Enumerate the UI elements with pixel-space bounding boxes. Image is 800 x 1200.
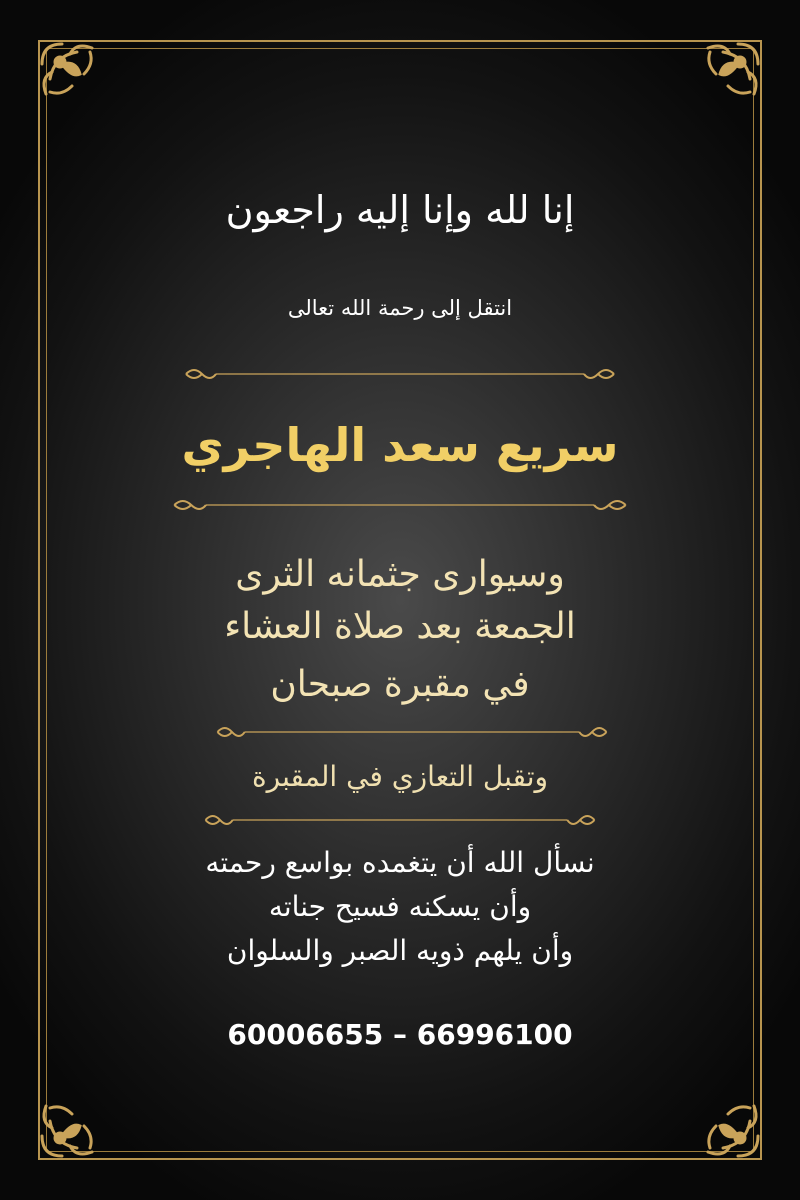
ornamental-divider-icon xyxy=(168,493,632,517)
burial-line: الجمعة بعد صلاة العشاء xyxy=(224,606,576,647)
condolences-note: وتقبل التعازي في المقبرة xyxy=(251,760,549,793)
quran-verse-header: إنا لله وإنا إليه راجعون xyxy=(225,188,575,232)
passed-away-subheader: انتقل إلى رحمة الله تعالى xyxy=(287,296,513,320)
burial-line: وسيوارى جثمانه الثرى xyxy=(235,554,565,595)
prayer-line: نسأل الله أن يتغمده بواسع رحمته xyxy=(205,846,595,879)
contact-phones: 60006655 – 66996100 xyxy=(227,1018,573,1051)
prayer-line: وأن يسكنه فسيح جناته xyxy=(268,890,532,923)
ornamental-divider-icon xyxy=(212,720,612,744)
ornamental-corner-icon xyxy=(678,34,768,124)
ornamental-corner-icon xyxy=(32,34,122,124)
deceased-name: سريع سعد الهاجري xyxy=(181,418,619,472)
ornamental-corner-icon xyxy=(678,1076,768,1166)
ornamental-corner-icon xyxy=(32,1076,122,1166)
prayer-line: وأن يلهم ذويه الصبر والسلوان xyxy=(226,934,574,967)
burial-line: في مقبرة صبحان xyxy=(270,664,530,705)
ornamental-divider-icon xyxy=(200,808,600,832)
ornamental-divider-icon xyxy=(180,362,620,386)
